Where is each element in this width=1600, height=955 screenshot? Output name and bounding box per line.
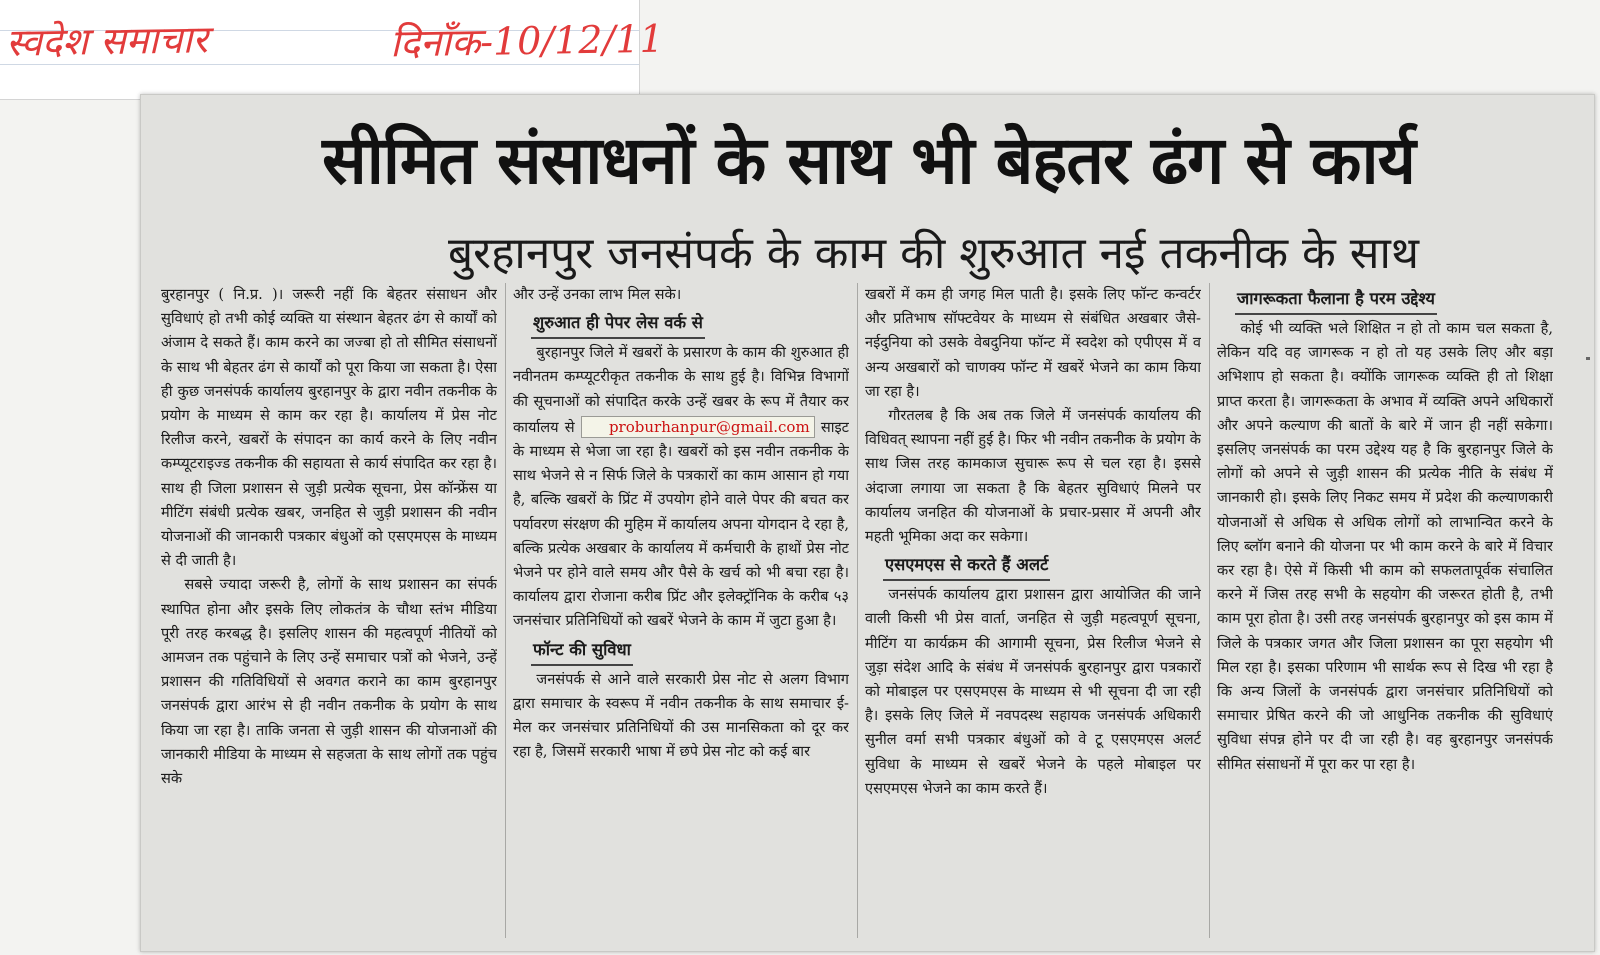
subheading-font-facility: फॉन्ट की सुविधा (531, 637, 633, 666)
column-divider (505, 283, 506, 938)
subheadline: बुरहानपुर जनसंपर्क के काम की शुरुआत नई तकनीक के साथ (447, 228, 1420, 279)
article-column-3 (865, 283, 1201, 943)
newspaper-clipping (140, 94, 1595, 952)
handwritten-paper-name: स्वदेश समाचार (5, 17, 209, 65)
subheading-paperless: शुरुआत ही पेपर लेस वर्क से (531, 310, 705, 339)
paragraph-text: साइट के माध्यम से भेजा जा रहा है। खबरों को इस नवीन तकनीक के साथ भेजने से न सिर्फ जिले के पत्रकारों का काम आसान हो गया है, बल्कि खबरों के प्रिंट में उपयोग होने वाले पेपर की बचत कर पर्यावरण संरक्षण की मुहिम में कार्यालय अपना योगदान दे रहा है, बल्कि प्रत्येक अखबार के कार्यालय में कर्मचारी के हाथों प्रेस नोट भेजने पर होने वाले समय और पैसे के खर्च को भी बचा रहा है। कार्यालय द्वारा रोजाना करीब प्रिंट और इलेक्ट्रॉनिक के करीब ५३ जनसंचार प्रतिनिधियों को खबरें भेजने के काम में जुटा हुआ है। (513, 418, 849, 630)
paragraph: सबसे ज्यादा जरूरी है, लोगों के साथ प्रशासन का संपर्क स्थापित होना और इसके लिए लोकतंत्र के चौथा स्तंभ मीडिया पूरी तरह करबद्ध है। इसलिए शासन की महत्वपूर्ण नीतियों को आमजन तक पहुंचाने के लिए उन्हें समाचार पत्रों को भेजने, उन्हें प्रशासन की गतिविधियों से अवगत कराने का काम बुरहानपुर जनसंपर्क द्वारा आरंभ से ही नवीन तकनीक के प्रयोग के साथ किया जा रहा है। ताकि जनता से जुड़ी शासन की योजनाओं की जानकारी मीडिया के माध्यम से सहजता के साथ लोगों तक पहुंच सके (161, 576, 497, 788)
article-column-4 (1217, 283, 1553, 943)
paragraph: गौरतलब है कि अब तक जिले में जनसंपर्क कार्यालय की विधिवत् स्थापना नहीं हुई है। फिर भी नवीन तकनीक के प्रयोग के साथ जिस तरह कामकाज सुचारू रूप से चल रहा है। इससे अंदाजा लगाया जा सकता है कि बेहतर सुविधाएं मिलने पर कार्यालय जनहित की योजनाओं के प्रचार-प्रसार में अपनी और महती भूमिका अदा कर सकेगा। (865, 407, 1201, 546)
subheading-awareness: जागरूकता फैलाना है परम उद्देश्य (1235, 286, 1437, 315)
paragraph: खबरों में कम ही जगह मिल पाती है। इसके लिए फॉन्ट कन्वर्टर और प्रतिभाष सॉफ्टवेयर के माध्यम से संबंधित अखबार जैसे- नईदुनिया को उसके वेबदुनिया फॉन्ट में स्वदेश को एपीएस में व अन्य अखबारों को चाणक्य फॉन्ट में खबरें भेजने का काम किया जा रहा है। (865, 286, 1201, 400)
article-column-1 (161, 283, 497, 943)
column-divider (1209, 283, 1210, 938)
subheading-sms-alert: एसएमएस से करते हैं अलर्ट (883, 552, 1050, 581)
paragraph: बुरहानपुर ( नि.प्र. )। जरूरी नहीं कि बेहतर संसाधन और सुविधाएं हो तभी कोई व्यक्ति या संस्थान बेहतर ढंग से कार्यों को अंजाम दे सकते हैं। काम करने का जज्बा हो तो सीमित संसाधनों के साथ भी बेहतर ढंग से कार्यों को पूरा किया जा सकता है। ऐसा ही कुछ जनसंपर्क कार्यालय बुरहानपुर के द्वारा नवीन तकनीक के प्रयोग के माध्यम से काम कर रहा है। कार्यालय में प्रेस नोट रिलीज करने, खबरों के संपादन का कार्य करने के लिए नवीन कम्प्यूटराइज्ड तकनीक की सहायता से कार्य संपादित कर रहा है। साथ ही जिला प्रशासन से जुड़ी प्रत्येक सूचना, प्रेस कॉन्फ्रेंस या मीटिंग संबंधी प्रत्येक खबर, जनहित से जुड़ी प्रशासन की नवीन योजनाओं की जानकारी पत्रकार बंधुओं को एसएमएस के माध्यम से दी जाती है। (161, 286, 497, 570)
column-divider (857, 283, 858, 938)
paragraph: जनसंपर्क कार्यालय द्वारा प्रशासन द्वारा आयोजित की जाने वाली किसी भी प्रेस वार्ता, जनहित से जुड़ी महत्वपूर्ण सूचना, मीटिंग या कार्यक्रम की आगामी सूचना, प्रेस रिलीज भेजने से जुड़ा संदेश आदि के संबंध में जनसंपर्क बुरहानपुर द्वारा पत्रकारों को मोबाइल पर एसएमएस के माध्यम से भी सूचना दी जा रही है। इसके लिए जिले में नवपदस्थ सहायक जनसंपर्क अधिकारी सुनील वर्मा सभी पत्रकार बंधुओं को वे टू एसएमएस अलर्ट सुविधा के माध्यम से खबरें भेजने के पहले मोबाइल पर एसएमएस भेजने का काम करते हैं। (865, 586, 1201, 797)
print-mark (1586, 357, 1590, 360)
paragraph (513, 341, 849, 633)
article-column-2 (513, 283, 849, 943)
handwritten-date: दिनाँक-10/12/11 (389, 16, 665, 66)
paragraph: और उन्हें उनका लाभ मिल सके। (513, 286, 682, 303)
paragraph-text: बुरहानपुर जिले में खबरों के प्रसारण के काम की शुरुआत ही नवीनतम कम्प्यूटरीकृत तकनीक के साथ हुई है। विभिन्न विभागों की सूचनाओं को संपादित करके उन्हें खबर के रूप में तैयार कर कार्यालय से (513, 344, 849, 436)
headline: सीमित संसाधनों के साथ भी बेहतर ढंग से कार्य (322, 122, 1415, 199)
email-address: proburhanpur@gmail.com (581, 416, 815, 438)
handwritten-note-strip (0, 0, 665, 100)
paragraph: जनसंपर्क से आने वाले सरकारी प्रेस नोट से अलग विभाग द्वारा समाचार के स्वरूप में नवीन तकनीक के साथ समाचार ई-मेल कर जनसंचार प्रतिनिधियों की उस मानसिकता को दूर कर रहा है, जिसमें सरकारी भाषा में छपे प्रेस नोट को कई बार (513, 670, 849, 761)
paragraph: कोई भी व्यक्ति भले शिक्षित न हो तो काम चल सकता है, लेकिन यदि वह जागरूक न हो तो यह उसके लिए और बड़ा अभिशाप हो सकता है। क्योंकि जागरूक व्यक्ति ही तो शिक्षा प्राप्त करता है। जागरूकता के अभाव में व्यक्ति अपने अधिकारों और अपने कल्याण की बातों के बारे में जान ही नहीं सकेगा। इसलिए जनसंपर्क का परम उद्देश्य यह है कि बुरहानपुर जिले के लोगों को अपने से जुड़ी शासन की प्रत्येक नीति के संबंध में जानकारी हो। इसके लिए निकट समय में प्रदेश की कल्याणकारी योजनाओं से अधिक से अधिक लोगों को लाभान्वित करने के लिए ब्लॉग बनाने की योजना पर भी काम करने के बारे में विचार कर रहा है। ऐसे में किसी भी काम को सफलतापूर्वक संचालित करने में जिस तरह सभी के सहयोग की जरूरत होती है, तभी काम पूरा होता है। उसी तरह जनसंपर्क बुरहानपुर को इस काम में जिले के पत्रकार जगत और जिला प्रशासन का पूरा सहयोग भी मिल रहा है। इसका परिणाम भी सार्थक रूप से दिख भी रहा है कि अन्य जिलों के जनसंपर्क द्वारा जनसंचार प्रतिनिधियों को समाचार प्रेषित करने की जो आधुनिक तकनीक की सुविधाएं सुविधा संपन्न होने पर दी जा रही है। वह बुरहानपुर जनसंपर्क सीमित संसाधनों में पूरा कर पा रहा है। (1217, 320, 1553, 773)
